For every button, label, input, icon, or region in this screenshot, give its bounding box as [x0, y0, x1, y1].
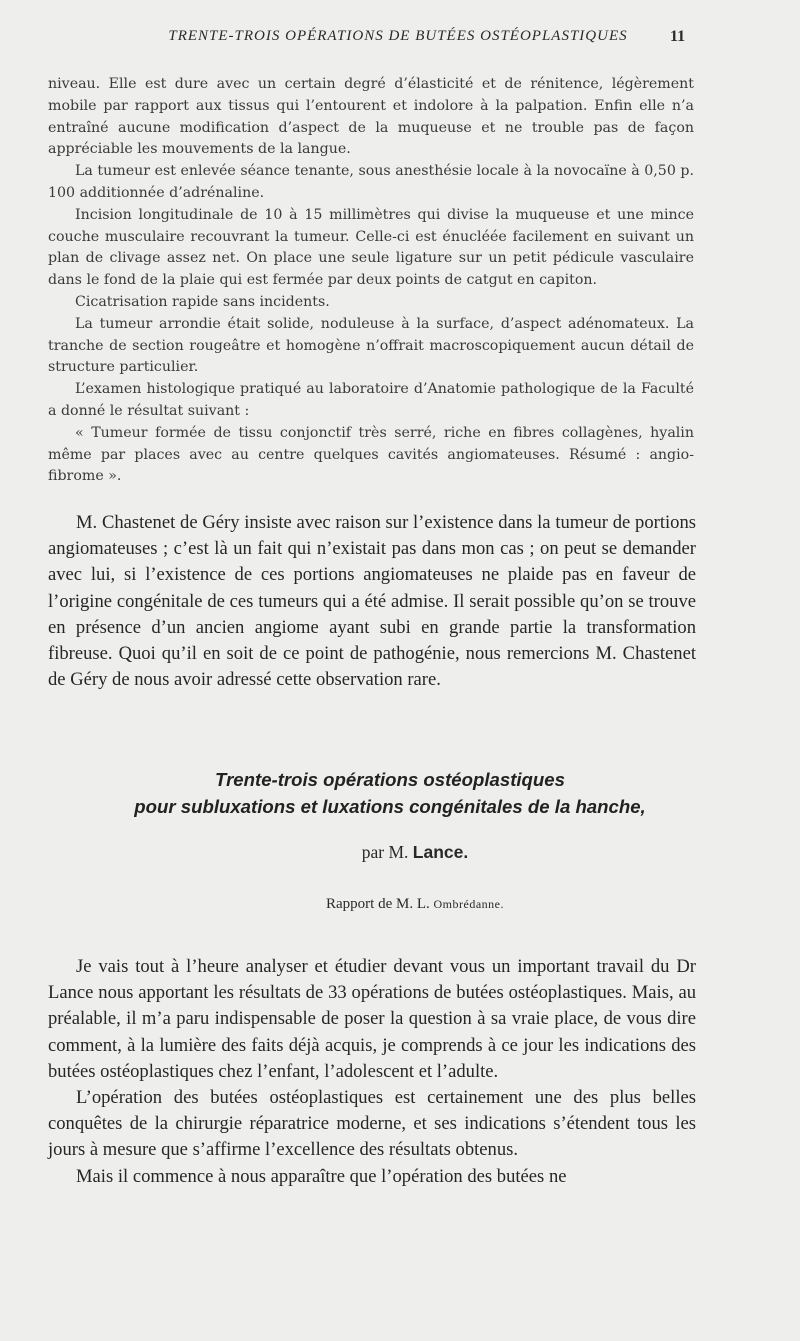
commentary	[48, 510, 696, 693]
article-title-line: Trente-trois opérations ostéoplastiques	[215, 769, 565, 790]
observation-paragraph: La tumeur arrondie était solide, noduleuse à la surface, d’aspect adénomateux. La tranche de section rougeâtre et homogène n’offrait macroscopiquement aucun détail de structure particulier.	[48, 315, 694, 376]
page-number: 11	[670, 28, 686, 45]
author-prefix: par M.	[361, 842, 409, 862]
observation-paragraph: Incision longitudinale de 10 à 15 millimètres qui divise la muqueuse et une mince couche musculaire recouvrant la tumeur. Celle-ci est énucléée facilement en suivant un plan de clivage assez net. On place une seule ligature sur un petit pédicule vasculaire dans le fond de la plaie qui est fermée par deux points de catgut en capiton.	[48, 206, 694, 289]
running-header: TRENTE-TROIS OPÉRATIONS DE BUTÉES OSTÉOPLASTIQUES	[168, 28, 628, 44]
case-observation	[48, 74, 694, 488]
report-byline	[48, 896, 782, 913]
article-author	[48, 842, 782, 863]
report-body	[48, 954, 696, 1190]
histology-quote: « Tumeur formée de tissu conjonctif très serré, riche en fibres collagènes, hyalin même par places avec au centre quelques cavités angiomateuses. Résumé : angio-fibrome ».	[48, 424, 694, 485]
article-title	[40, 766, 740, 820]
report-paragraph: L’opération des butées ostéoplastiques est certainement une des plus belles conquêtes de la chirurgie réparatrice moderne, et ses indications s’étendent tous les jours à mesure que s’affirme l’excellence des résultats obtenus.	[48, 1087, 696, 1161]
report-paragraph: Mais il commence à nous apparaître que l’opération des butées ne	[76, 1165, 567, 1187]
commentary-paragraph: M. Chastenet de Géry insiste avec raison sur l’existence dans la tumeur de portions angiomateuses ; c’est là un fait qui n’existait pas dans mon cas ; on peut se demander avec lui, si l’existence de ces portions angiomateuses ne plaide pas en faveur de l’origine congénitale de ces tumeurs qui a été admise. Il serait possible qu’on se trouve en présence d’un ancien angiome ayant subi en grande partie la transformation fibreuse. Quoi qu’il en soit de ce point de pathogénie, nous remercions M. Chastenet de Géry de nous avoir adressé cette observation rare.	[48, 512, 696, 691]
observation-paragraph: La tumeur est enlevée séance tenante, sous anesthésie locale à la novocaïne à 0,50 p. 100 additionnée d’adrénaline.	[48, 163, 694, 201]
author-name: Lance.	[412, 842, 469, 862]
reporter-name: Ombrédanne.	[433, 897, 504, 911]
observation-paragraph: Cicatrisation rapide sans incidents.	[75, 293, 330, 310]
report-paragraph: Je vais tout à l’heure analyser et étudier devant vous un important travail du Dr Lance nous apportant les résultats de 33 opérations de butées ostéoplastiques. Mais, au préalable, il m’a paru indispensable de poser la question à sa vraie place, de vous dire comment, à la lumière des faits déjà acquis, je comprends à ce jour les indications des butées ostéoplastiques chez l’enfant, l’adolescent et l’adulte.	[48, 956, 696, 1082]
observation-paragraph: niveau. Elle est dure avec un certain degré d’élasticité et de rénitence, légèrement mobile par rapport aux tissus qui l’entourent et indolore à la palpation. Enfin elle n’a entraîné aucune modification d’aspect de la muqueuse et ne trouble pas de façon appréciable les mouvements de la langue.	[48, 76, 694, 158]
report-prefix: Rapport de M. L.	[326, 896, 430, 912]
article-title-line: pour subluxations et luxations congénitales de la hanche,	[134, 796, 646, 817]
observation-paragraph: L’examen histologique pratiqué au laboratoire d’Anatomie pathologique de la Faculté a donné le résultat suivant :	[48, 381, 694, 419]
